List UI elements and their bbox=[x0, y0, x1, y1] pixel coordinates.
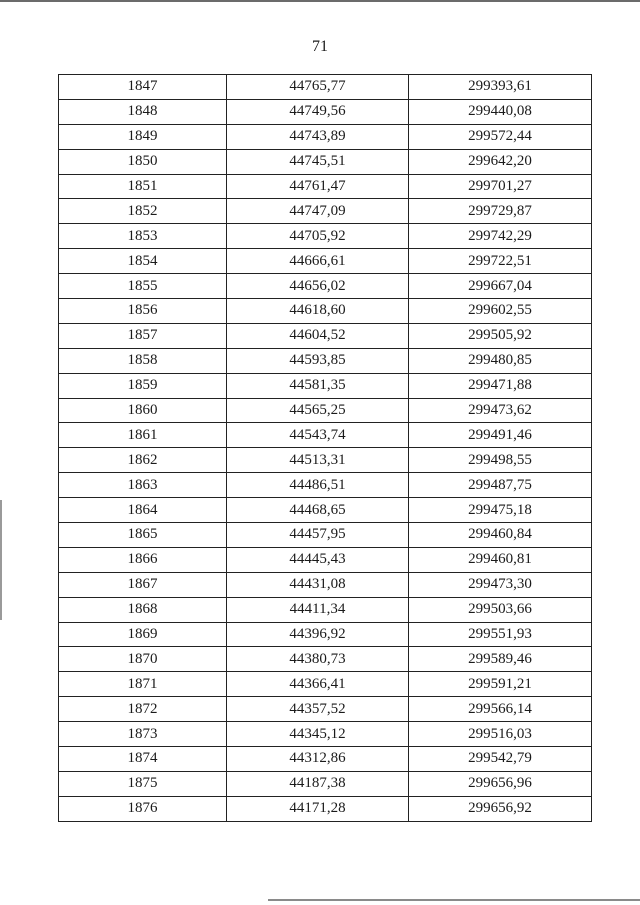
x-coordinate-cell: 44656,02 bbox=[227, 274, 409, 299]
table-row bbox=[59, 448, 592, 473]
y-coordinate-cell: 299701,27 bbox=[409, 174, 592, 199]
point-number-cell: 1852 bbox=[59, 199, 227, 224]
x-coordinate-cell: 44431,08 bbox=[227, 572, 409, 597]
x-coordinate-cell: 44604,52 bbox=[227, 323, 409, 348]
x-coordinate-cell: 44565,25 bbox=[227, 398, 409, 423]
table-row bbox=[59, 373, 592, 398]
table-row bbox=[59, 99, 592, 124]
y-coordinate-cell: 299667,04 bbox=[409, 274, 592, 299]
y-coordinate-cell: 299729,87 bbox=[409, 199, 592, 224]
coordinates-table bbox=[58, 74, 592, 822]
point-number-cell: 1864 bbox=[59, 498, 227, 523]
point-number-cell: 1863 bbox=[59, 473, 227, 498]
point-number-cell: 1874 bbox=[59, 747, 227, 772]
table-row bbox=[59, 174, 592, 199]
table-row bbox=[59, 771, 592, 796]
table-row bbox=[59, 149, 592, 174]
x-coordinate-cell: 44312,86 bbox=[227, 747, 409, 772]
y-coordinate-cell: 299551,93 bbox=[409, 622, 592, 647]
x-coordinate-cell: 44749,56 bbox=[227, 99, 409, 124]
y-coordinate-cell: 299572,44 bbox=[409, 124, 592, 149]
point-number-cell: 1873 bbox=[59, 722, 227, 747]
table-row bbox=[59, 124, 592, 149]
table-row bbox=[59, 597, 592, 622]
x-coordinate-cell: 44593,85 bbox=[227, 348, 409, 373]
x-coordinate-cell: 44581,35 bbox=[227, 373, 409, 398]
table-row bbox=[59, 323, 592, 348]
y-coordinate-cell: 299473,62 bbox=[409, 398, 592, 423]
x-coordinate-cell: 44396,92 bbox=[227, 622, 409, 647]
point-number-cell: 1860 bbox=[59, 398, 227, 423]
table-row bbox=[59, 647, 592, 672]
point-number-cell: 1854 bbox=[59, 249, 227, 274]
table-row bbox=[59, 473, 592, 498]
table-row bbox=[59, 348, 592, 373]
point-number-cell: 1862 bbox=[59, 448, 227, 473]
x-coordinate-cell: 44743,89 bbox=[227, 124, 409, 149]
y-coordinate-cell: 299591,21 bbox=[409, 672, 592, 697]
table-row bbox=[59, 249, 592, 274]
table-row bbox=[59, 398, 592, 423]
table-row bbox=[59, 523, 592, 548]
x-coordinate-cell: 44187,38 bbox=[227, 771, 409, 796]
y-coordinate-cell: 299516,03 bbox=[409, 722, 592, 747]
coordinates-table-body bbox=[59, 75, 592, 822]
table-row bbox=[59, 224, 592, 249]
x-coordinate-cell: 44380,73 bbox=[227, 647, 409, 672]
x-coordinate-cell: 44411,34 bbox=[227, 597, 409, 622]
y-coordinate-cell: 299589,46 bbox=[409, 647, 592, 672]
y-coordinate-cell: 299440,08 bbox=[409, 99, 592, 124]
point-number-cell: 1872 bbox=[59, 697, 227, 722]
point-number-cell: 1876 bbox=[59, 796, 227, 821]
y-coordinate-cell: 299475,18 bbox=[409, 498, 592, 523]
x-coordinate-cell: 44445,43 bbox=[227, 547, 409, 572]
point-number-cell: 1875 bbox=[59, 771, 227, 796]
x-coordinate-cell: 44543,74 bbox=[227, 423, 409, 448]
x-coordinate-cell: 44171,28 bbox=[227, 796, 409, 821]
y-coordinate-cell: 299503,66 bbox=[409, 597, 592, 622]
point-number-cell: 1858 bbox=[59, 348, 227, 373]
scan-edge-bottom bbox=[268, 899, 640, 901]
y-coordinate-cell: 299602,55 bbox=[409, 299, 592, 324]
table-row bbox=[59, 622, 592, 647]
point-number-cell: 1855 bbox=[59, 274, 227, 299]
point-number-cell: 1850 bbox=[59, 149, 227, 174]
table-row bbox=[59, 498, 592, 523]
x-coordinate-cell: 44666,61 bbox=[227, 249, 409, 274]
point-number-cell: 1851 bbox=[59, 174, 227, 199]
point-number-cell: 1870 bbox=[59, 647, 227, 672]
x-coordinate-cell: 44468,65 bbox=[227, 498, 409, 523]
table-row bbox=[59, 423, 592, 448]
point-number-cell: 1849 bbox=[59, 124, 227, 149]
point-number-cell: 1856 bbox=[59, 299, 227, 324]
y-coordinate-cell: 299460,84 bbox=[409, 523, 592, 548]
table-row bbox=[59, 796, 592, 821]
x-coordinate-cell: 44747,09 bbox=[227, 199, 409, 224]
table-row bbox=[59, 199, 592, 224]
table-row bbox=[59, 722, 592, 747]
x-coordinate-cell: 44457,95 bbox=[227, 523, 409, 548]
x-coordinate-cell: 44486,51 bbox=[227, 473, 409, 498]
table-row bbox=[59, 747, 592, 772]
table-row bbox=[59, 75, 592, 100]
point-number-cell: 1859 bbox=[59, 373, 227, 398]
table-row bbox=[59, 697, 592, 722]
table-row bbox=[59, 299, 592, 324]
y-coordinate-cell: 299393,61 bbox=[409, 75, 592, 100]
point-number-cell: 1861 bbox=[59, 423, 227, 448]
point-number-cell: 1865 bbox=[59, 523, 227, 548]
y-coordinate-cell: 299487,75 bbox=[409, 473, 592, 498]
scan-edge-left bbox=[0, 500, 2, 620]
x-coordinate-cell: 44765,77 bbox=[227, 75, 409, 100]
x-coordinate-cell: 44513,31 bbox=[227, 448, 409, 473]
x-coordinate-cell: 44618,60 bbox=[227, 299, 409, 324]
page-number: 71 bbox=[312, 38, 328, 55]
point-number-cell: 1847 bbox=[59, 75, 227, 100]
scan-edge-top bbox=[0, 0, 640, 2]
point-number-cell: 1853 bbox=[59, 224, 227, 249]
y-coordinate-cell: 299473,30 bbox=[409, 572, 592, 597]
x-coordinate-cell: 44761,47 bbox=[227, 174, 409, 199]
point-number-cell: 1867 bbox=[59, 572, 227, 597]
y-coordinate-cell: 299656,96 bbox=[409, 771, 592, 796]
y-coordinate-cell: 299742,29 bbox=[409, 224, 592, 249]
x-coordinate-cell: 44705,92 bbox=[227, 224, 409, 249]
point-number-cell: 1857 bbox=[59, 323, 227, 348]
y-coordinate-cell: 299566,14 bbox=[409, 697, 592, 722]
y-coordinate-cell: 299656,92 bbox=[409, 796, 592, 821]
y-coordinate-cell: 299722,51 bbox=[409, 249, 592, 274]
point-number-cell: 1848 bbox=[59, 99, 227, 124]
y-coordinate-cell: 299542,79 bbox=[409, 747, 592, 772]
x-coordinate-cell: 44745,51 bbox=[227, 149, 409, 174]
y-coordinate-cell: 299491,46 bbox=[409, 423, 592, 448]
y-coordinate-cell: 299505,92 bbox=[409, 323, 592, 348]
table-row bbox=[59, 274, 592, 299]
y-coordinate-cell: 299498,55 bbox=[409, 448, 592, 473]
x-coordinate-cell: 44366,41 bbox=[227, 672, 409, 697]
x-coordinate-cell: 44345,12 bbox=[227, 722, 409, 747]
table-row bbox=[59, 572, 592, 597]
y-coordinate-cell: 299642,20 bbox=[409, 149, 592, 174]
y-coordinate-cell: 299460,81 bbox=[409, 547, 592, 572]
y-coordinate-cell: 299480,85 bbox=[409, 348, 592, 373]
point-number-cell: 1866 bbox=[59, 547, 227, 572]
point-number-cell: 1868 bbox=[59, 597, 227, 622]
table-row bbox=[59, 672, 592, 697]
x-coordinate-cell: 44357,52 bbox=[227, 697, 409, 722]
point-number-cell: 1869 bbox=[59, 622, 227, 647]
point-number-cell: 1871 bbox=[59, 672, 227, 697]
y-coordinate-cell: 299471,88 bbox=[409, 373, 592, 398]
table-row bbox=[59, 547, 592, 572]
